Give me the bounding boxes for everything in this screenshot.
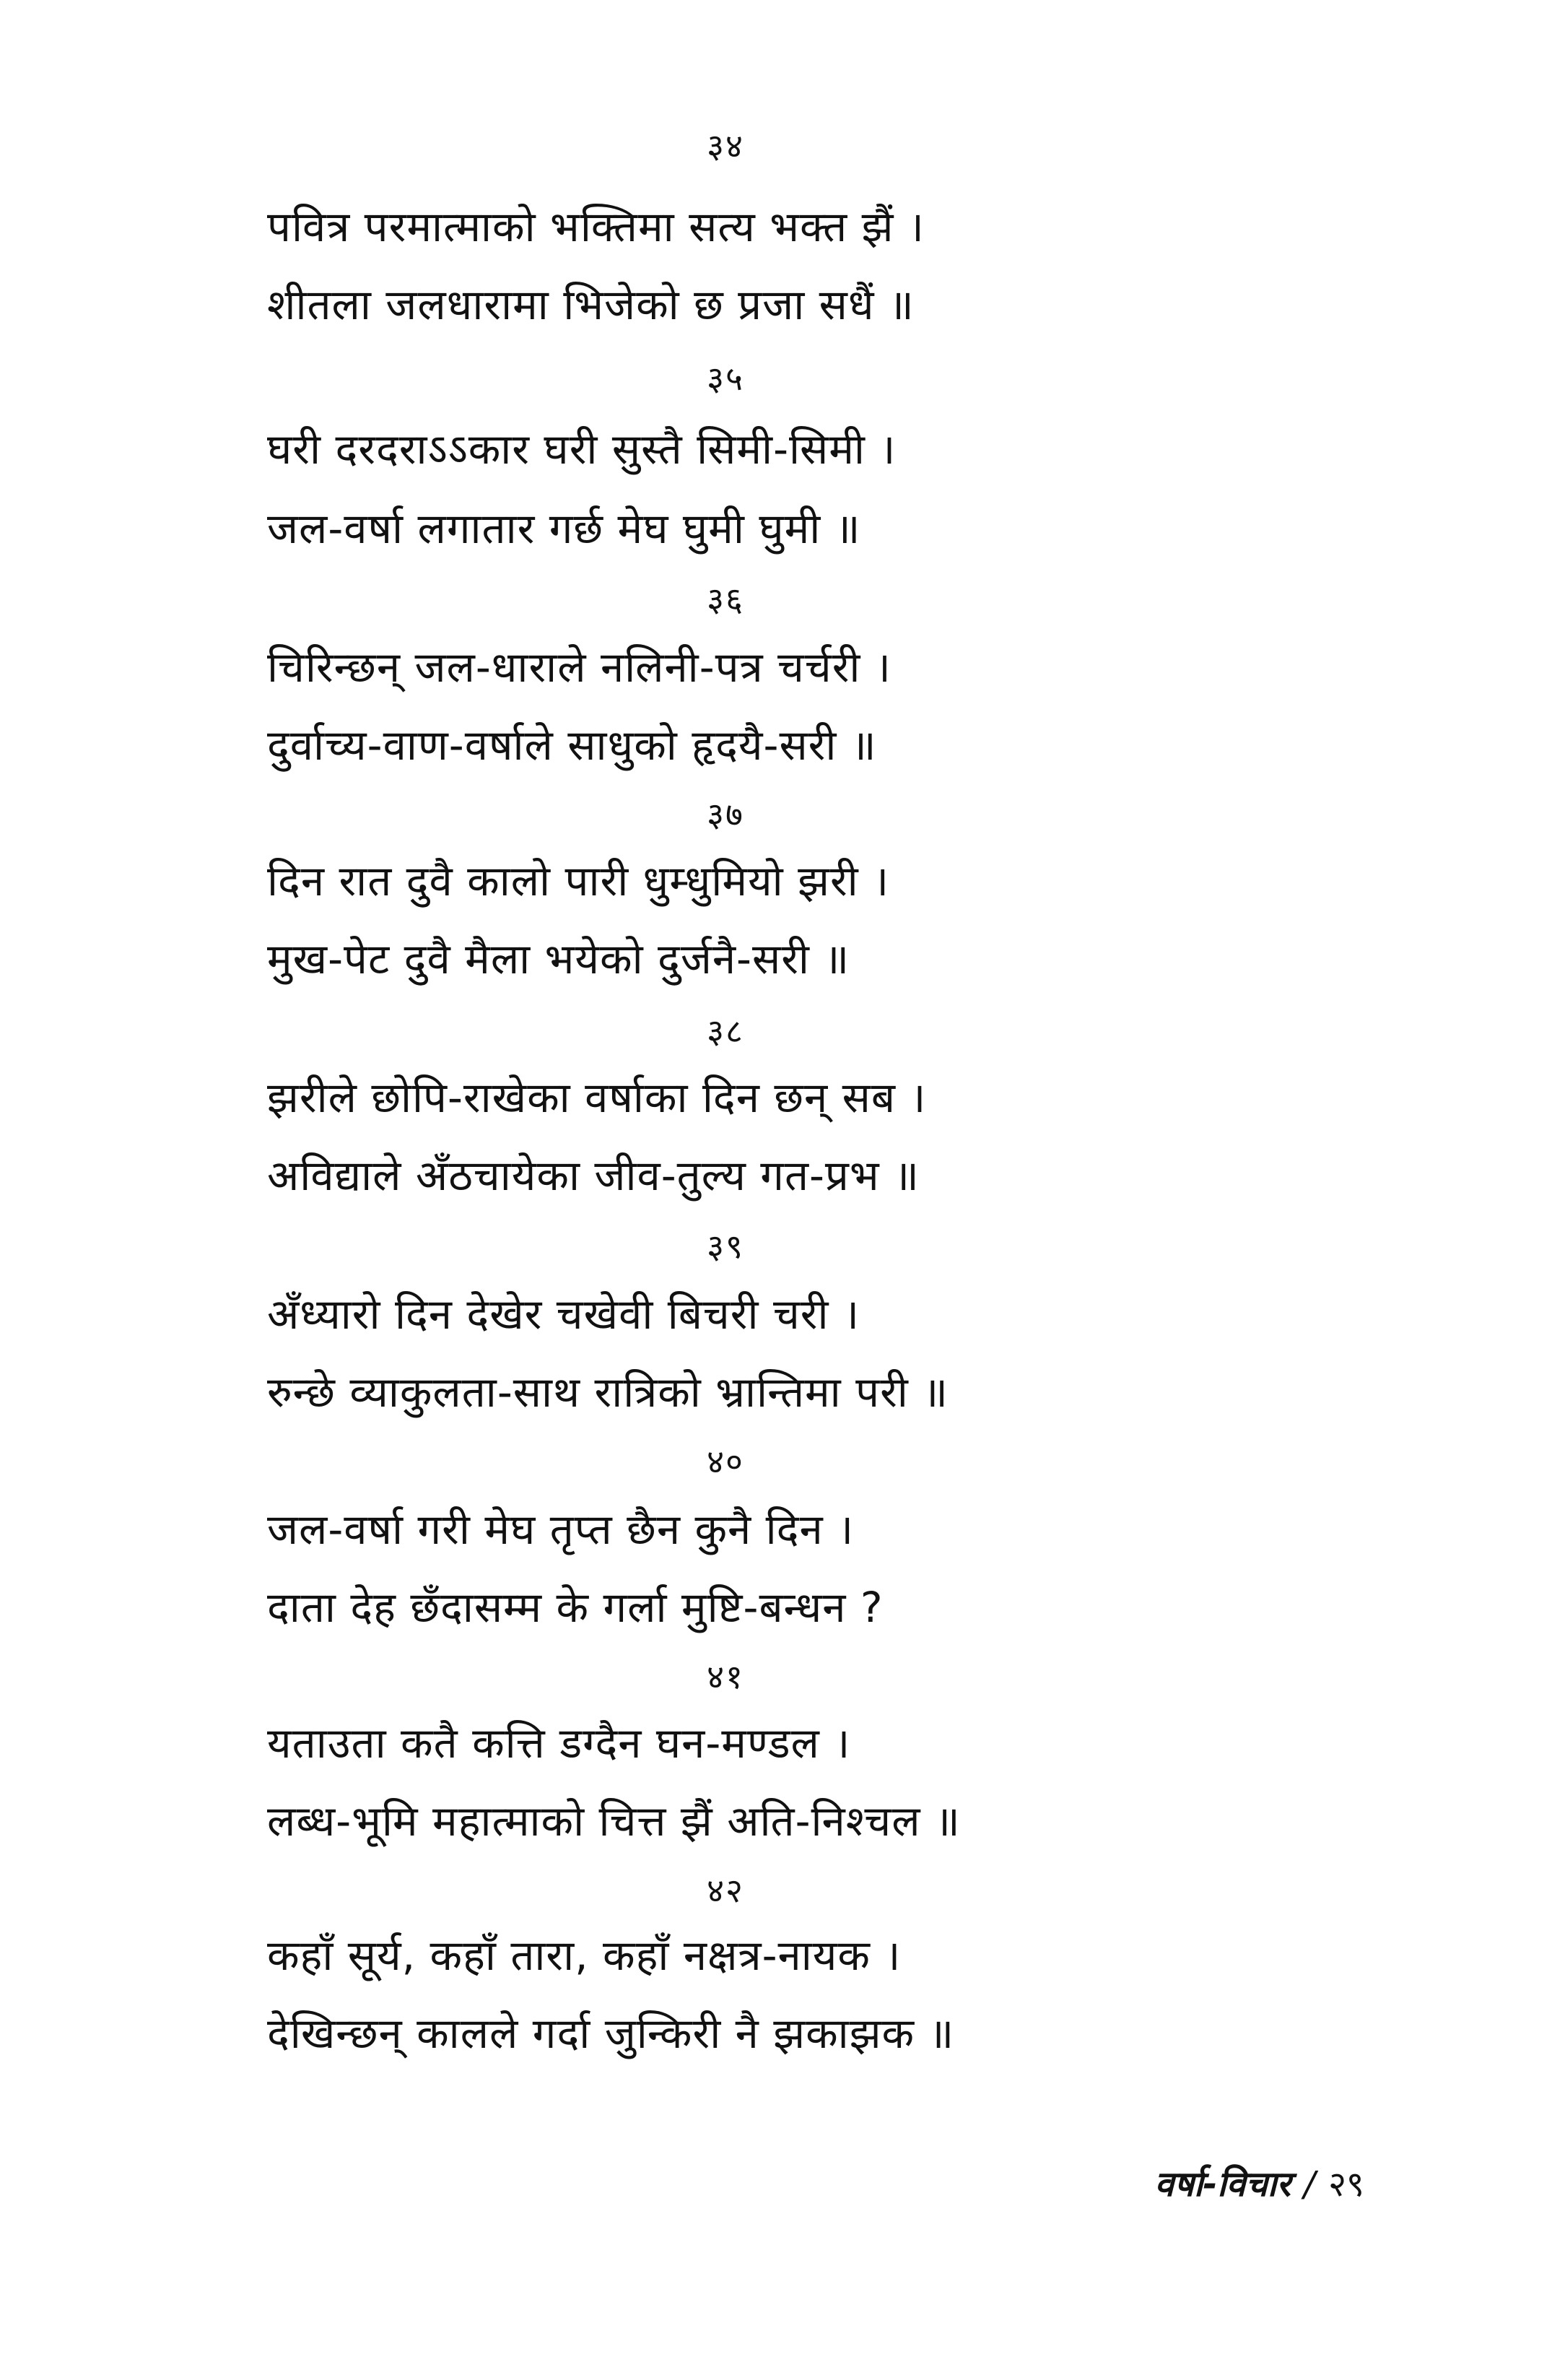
- footer-title: वर्षा-विचार: [1154, 2164, 1291, 2205]
- verse-number: ४२: [707, 1871, 744, 1910]
- verse-line: अविद्याले अँठचायेका जीव-तुल्य गत-प्रभ ॥: [267, 1151, 920, 1200]
- verse-number: ३६: [707, 580, 744, 619]
- verse-line: कहाँ सूर्य, कहाँ तारा, कहाँ नक्षत्र-नायक ।: [267, 1931, 902, 1980]
- verse-line: दिन रात दुवै कालो पारी धुम्धुमियो झरी ।: [267, 856, 890, 905]
- verse-line: रुन्छे व्याकुलता-साथ रात्रिको भ्रान्तिमा परी ॥: [267, 1368, 949, 1417]
- verse-line: चिरिन्छन् जल-धाराले नलिनी-पत्र चर्चरी ।: [267, 643, 891, 692]
- verse-number: ४०: [707, 1442, 744, 1481]
- verse-line: घरी दरदराऽऽकार घरी सुस्तै सिमी-सिमी ।: [267, 425, 897, 474]
- verse-line: दाता देह छँदासम्म के गर्ला मुष्टि-बन्धन ?: [267, 1583, 884, 1632]
- page-footer: [1039, 2159, 1364, 2210]
- verse-number: ३५: [707, 359, 744, 398]
- footer-separator: /: [1303, 2164, 1316, 2205]
- verse-number: ४१: [707, 1657, 744, 1696]
- verse-number: ३८: [707, 1012, 744, 1051]
- verse-line: यताउता कतै कत्ति डग्दैन घन-मण्डल ।: [267, 1719, 851, 1768]
- verse-line: पवित्र परमात्माको भक्तिमा सत्य भक्त झैं ।: [267, 202, 925, 251]
- verse-line: जल-वर्षा लगातार गर्छ मेघ घुमी घुमी ॥: [267, 504, 861, 553]
- verse-number: ३९: [707, 1227, 744, 1266]
- verse-line: शीतला जलधारामा भिजेको छ प्रजा सधैं ॥: [267, 280, 915, 329]
- verse-number: ३४: [707, 126, 744, 165]
- verse-line: लब्ध-भूमि महात्माको चित्त झैं अति-निश्चल ॥: [267, 1797, 961, 1846]
- verse-number: ३७: [707, 795, 744, 834]
- verse-line: अँध्यारो दिन देखेर चखेवी बिचरी चरी ।: [267, 1290, 860, 1339]
- page-number: २९: [1328, 2164, 1364, 2205]
- verse-line: जल-वर्षा गरी मेघ तृप्त छैन कुनै दिन ।: [267, 1505, 855, 1554]
- verse-line: मुख-पेट दुवै मैला भयेको दुर्जनै-सरी ॥: [267, 934, 850, 983]
- verse-line: देखिन्छन् कालले गर्दा जुन्किरी नै झकाझक ॥: [267, 2009, 955, 2058]
- verse-line: झरीले छोपि-राखेका वर्षाका दिन छन् सब ।: [267, 1073, 927, 1122]
- verse-line: दुर्वाच्य-वाण-वर्षाले साधुको हृदयै-सरी ॥: [267, 721, 877, 770]
